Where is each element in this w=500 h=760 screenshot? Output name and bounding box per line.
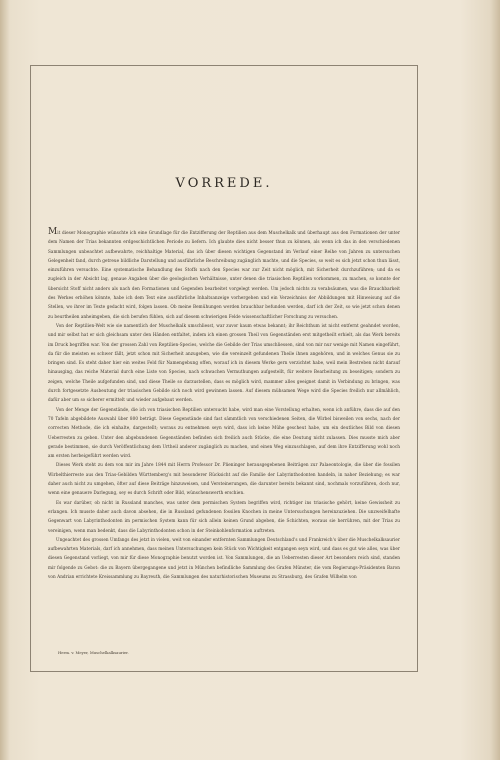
- body-text: [48, 228, 400, 581]
- paragraph-6: Ungeachtet des grossen Umfangs des jetzt in vielen, weit von einander entfernten Sammlungen Deutschland's und Frankreich's über die Muschelkalksaurier aufbewahrten Materials, darf ich annehmen, dass meinen Untersuchungen kein Stück von Wichtigkeit entgangen seyn wird, und dass es gut wie alles, was über diesen Gegenstand vorliegt, von mir für diese Monographie benutzt worden ist. Von Sammlungen, die an Ueberresten dieser Art besonders reich sind, standen mir folgende zu Gebot: die zu Bayern übergegangene und jetzt in München befindliche Sammlung des Grafen Münster, die vom Regierungs-Präsidenten Baron von Andrian errichtete Kreissammlung zu Bayreuth, die Sammlungen des naturhistorischen Museums zu Strassburg, des Grafen Wilhelm von: [48, 536, 400, 579]
- paragraph-5: Es war darüber, ob nicht in Russland manches, was unter dem permischen System begriffen wird, richtiger ins triasische gehört, keine Gewissheit zu erlangen. Ich musste daher auch davon absehen, die in Russland gefundenen fossilen Knochen in meine Untersuchungen hereinzuziehen. Die unzweifelhafte Gegenwart von Labyrinthodonten im permischen System kann für sich allein keinen Grund abgeben, die Schichten, woraus sie herrühren, mit der Trias zu vereinigen, wenn man bedenkt, dass die Labyrinthodonten schon in der Steinkohlenformation auftreten.: [48, 499, 400, 533]
- paragraph-2: Von der Reptilien-Welt wie sie namentlich der Muschelkalk umschliesst, war zuvor kaum etwas bekannt; ihr Reichthum ist nicht entfernt geahndet worden, und mir selbst hat er sich gleichsam unter den Händen entfaltet, indem ich einen grossen Theil von Gegenständen erst mitgetheilt erhielt, als das Werk bereits im Druck begriffen war. Von der grossen Zahl von Reptilien-Species, welche die Gebilde der Trias umschliessen, sind von mir nur wenige mit Namen eingeführt, da für die meisten es schwer fällt, jetzt schon mit Sicherheit anzugeben, wie die vereinzelt gefundenen Theile ihnen angehören, und in welches Genus sie zu bringen sind. Es steht daher hier ein weites Feld für Namengebung offen, worauf ich in diesem Werke gern verzichtet habe, weil mein Bestreben nicht darauf hinausging, das reiche Material durch eine Liste von Species, nach schwachen Vermuthungen aufgestellt, für weitere Bearbeitung zu beseitigen; sondern zu zeigen, welche Theile aufgefunden sind, und diese Theile so darzustellen, dass es möglich wird, mammer alles geeignet damit in Verbindung zu bringen, was durch fortgesetzte Ausbeutung der triasischen Gebilde sich noch wird gewinnen lassen. Auf diesem mühsamen Wege wird die Species freilich nur allmählich, dafür aber um so sicherer ermittelt und wieder aufgebaut werden.: [48, 322, 400, 403]
- paragraph-4: Dieses Werk steht zu dem von mir im Jahre 1844 mit Herrn Professor Dr. Plieninger herausgegebenen Beiträgen zur Palaeontologie, die über die fossilen Wirbelthierreste aus den Trias-Gebilden Württemberg's mit besonderer Rücksicht auf die Familie der Labyrinthodonten handeln, in naher Beziehung; es war daher auch nicht zu umgehen, öfter auf diese Beiträge hinzuweisen, und Versteinerungen, die darunter bereits bekannt sind, nochmals vorzuführen, doch nur, wenn eine genauere Darlegung, sey es durch Schrift oder Bild, wünschenswerth erschien.: [48, 462, 400, 496]
- drop-cap: M: [48, 227, 58, 237]
- paragraph-3: Von der Menge der Gegenstände, die ich von triasischen Reptilien untersucht habe, wird man eine Vorstellung erhalten, wenn ich anführe, dass die auf den 70 Tafeln abgebildete Auswahl über 800 beträgt. Diese Gegenstände sind fast sämmtlich von verschiedenen Seiten, die Wirbel bisweilen von sechs, nach der correcten Methode, die ich einhalte, dargestellt; woraus zu entnehmen seyn wird, dass ich keine Mühe gescheut habe, um ein deutliches Bild von diesen Ueberresten zu geben. Unter den abgebundenen Gegenständen befinden sich freilich auch Stücke, die eine Deutung nicht zulassen. Dies musste mich aber gerade bestimmen, sie durch Veröffentlichung dem Urtheil anderer zugänglich zu machen, und einen Weg einzuschlagen, auf dem ihre Entzifferung wohl noch am ersten herbeigeführt werden wird.: [48, 406, 400, 459]
- paragraph-1-text: it dieser Monographie wünschte ich eine Grundlage für die Entzifferung der Reptilien aus dem Muschelkalk und überhaupt aus den Formationen der unter dem Namen der Trias bekannten erdgeschichtlichen Periode zu liefern. Ich glaubte dies nicht besser thun zu können, als wenn ich das in den verschiedenen Sammlungen unbeachtet aufbewahrte, reichhaltige Material, das ich über diesen wichtigen Gegenstand im Verlauf einer Reihe von Jahren zu untersuchen Gelegenheit fand, durch getreue bildliche Darstellung und ausführliche Beschreibung zugänglich machte, und die Species, so weit es sich jetzt schon thun lässt, einzuführen versuchte. Eine systematische Behandlung des Stoffs nach den Species war zur Zeit nicht möglich, mit Sicherheit durchzuführen; und da es zugleich in der Absicht lag, genaue Angaben über die geologischen Verhältnisse, unter denen die triasischen Reptilien vorkommen, zu machen, so konnte der übersicht Stoff nicht anders als nach den Formationen und Gegenden bearbeitet vorgelegt werden. Um jedoch nichts zu verabsäumen, was die Brauchbarkeit des Werkes erhöhen könnte, habe ich dem Text eine ausführliche Inhaltsanzeige vorhergehen und ein Verzeichniss der Abbildungen mit Hinweisung auf die Stellen, wo ihrer im Texte gedacht wird, folgen lassen. Ob meine Bemühungen werden brauchbar befunden werden, darf ich der Zeit, so wie jetzt schon denen zu beurtheilen anheimgeben, die sich berufen fühlen, sich auf diesem schwierigen Felde wissenschaftlicher Forschung zu versuchen.: [48, 230, 400, 319]
- footer-signature: Herm. v. Meyer, Muschelkalksaurier.: [58, 650, 129, 655]
- paragraph-1: [48, 228, 400, 321]
- page-title: VORREDE.: [175, 176, 273, 191]
